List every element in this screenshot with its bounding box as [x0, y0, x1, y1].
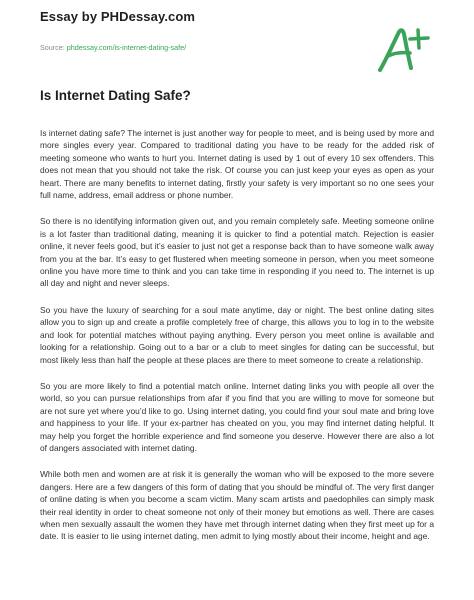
source-link[interactable]: phdessay.com/is-internet-dating-safe/ [66, 43, 187, 52]
source-label: Source: [40, 43, 67, 52]
essay-paragraph: Is internet dating safe? The internet is just another way for people to meet, and is being used by more and more singles every year. Compared to traditional dating you have to be ready for the added risk of meeting someone who wants to hurt you. Internet dating is used by 1 out of every 10 sex offenders. This does not mean that you should not take the risk. Of course you can just keep your eyes as open as your heart. There are many benefits to internet dating, firstly your safety is very important so no one sees your full name, address, email address or phone number. [40, 128, 434, 201]
site-brand: Essay by PHDessay.com [40, 9, 196, 24]
a-plus-logo-icon [374, 24, 430, 76]
essay-paragraph: So you have the luxury of searching for a soul mate anytime, day or night. The best online dating sites allow you to sign up and create a profile completely free of charge, this allows you to log in to the website and look for potential matches without paying anything. Every person you meet online is available and looking for a relationship. Going out to a bar or a club to meet singles for dating can be successful, but most likely less than half the people at these places are there to meet someone to create a relationship. [40, 304, 434, 365]
source-line [40, 43, 186, 52]
essay-title: Is Internet Dating Safe? [40, 88, 191, 103]
essay-paragraph: So there is no identifying information given out, and you remain completely safe. Meeting someone online is a lot faster than traditional dating, meaning it is quicker to find a potential match. Rejection is easier online, it never feels good, but it’s easier to just not get a response back than to have someone walk away from you at the bar. It’s easy to get flustered when meeting someone in person, when you meet someone online you have more time to think and you can take time in responding if you need to. The internet is up all day and night and never sleeps. [40, 216, 434, 289]
essay-body [40, 127, 434, 600]
essay-paragraph: While both men and women are at risk it is generally the woman who will be exposed to the more severe dangers. Here are a few dangers of this form of dating that you should be mindful of. The very first danger of online dating is when you become a scam victim. Many scam artists and paedophiles can simply mask their real identity in order to cheat someone not only of their money but emotions as well. There are cases when men sexually assault the women they have met through internet dating when they first meet up for a date. It is easier to lie using internet dating, men admit to lying mostly about their income, height and age. [40, 469, 434, 542]
essay-paragraph: So you are more likely to find a potential match online. Internet dating links you with people all over the world, so you can pursue relationships from afar if you find that you are willing to move for someone but are not sure yet where you’d like to go. Using internet dating, you could find your soul mate and bring love and happiness to your life. If your ex-partner has cheated on you, you may find internet dating helpful. It may help you forget the horrible experience and find someone you deserve. However there are also a lot of dangers associated with internet dating. [40, 380, 434, 453]
